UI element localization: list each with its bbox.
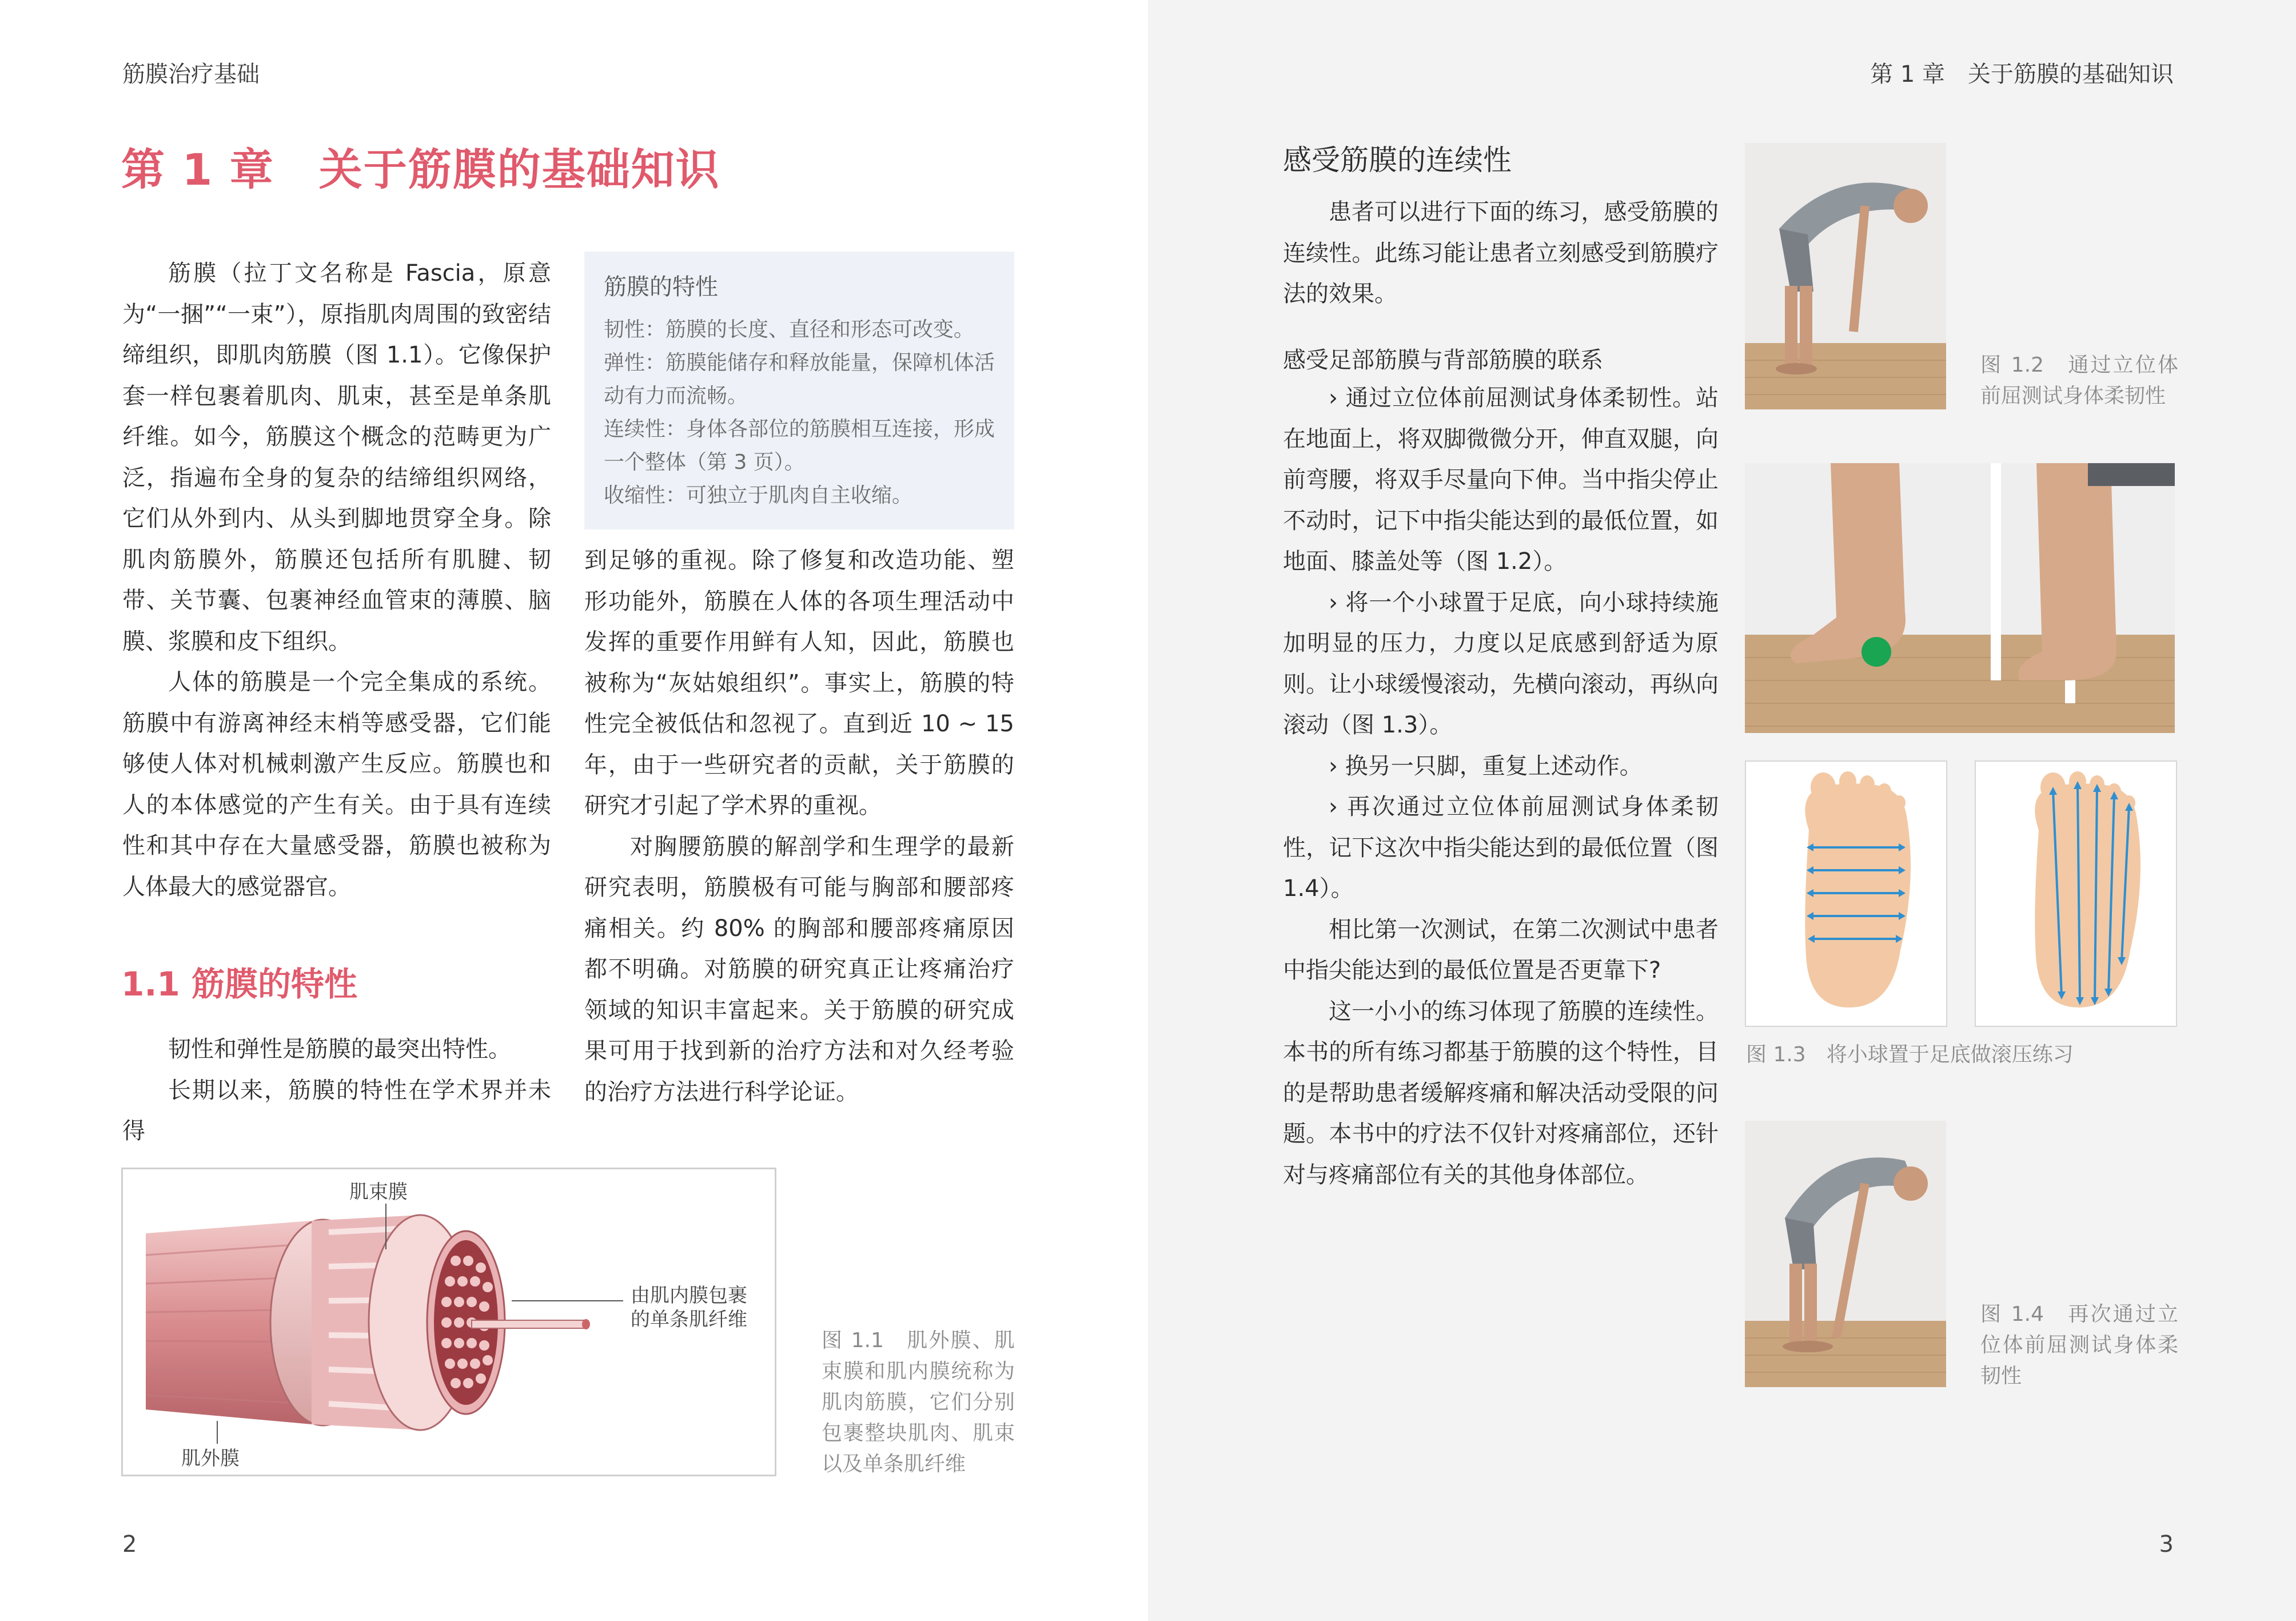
intro-text: [122, 253, 551, 907]
label-perimysium: 肌束膜: [349, 1181, 408, 1204]
sidebar-line: 连续性：身体各部位的筋膜相互连接，形成一个整体（第 3 页）。: [604, 417, 995, 474]
paragraph: 这一小小的练习体现了筋膜的连续性。本书的所有练习都基于筋膜的这个特性，目的是帮助患者缓解疼痛和解决活动受限的问题。本书中的疗法不仅针对疼痛部位，还针对与疼痛部位有关的其他身体部位。: [1283, 998, 1719, 1188]
foot-diagram-transverse: [1745, 760, 1947, 1027]
page-number: 3: [2159, 1531, 2174, 1558]
paragraph: 对胸腰筋膜的解剖学和生理学的最新研究表明，筋膜极有可能与胸部和腰部疼痛相关。约 80% 的胸部和腰部疼痛原因都不明确。对筋膜的研究真正让疼痛治疗领域的知识丰富起来。关于筋膜的研究成果可用于找到新的治疗方法和对久经考验的治疗方法进行科学论证。: [584, 833, 1014, 1105]
photo-forward-bend-1: [1745, 143, 1946, 409]
intro-text: [1283, 192, 1719, 315]
paragraph: 相比第一次测试，在第二次测试中患者中指尖能达到的最低位置是否更靠下?: [1283, 916, 1719, 983]
sidebar-list: [604, 313, 996, 512]
figure-1-1-caption: 图 1.1 肌外膜、肌束膜和肌内膜统称为肌肉筋膜，它们分别包裹整块肌肉、肌束以及单条肌纤维: [822, 1329, 1015, 1476]
section-text: [122, 1029, 551, 1152]
step-item: › 换另一只脚，重复上述动作。: [1329, 752, 1643, 779]
properties-sidebar: [584, 252, 1014, 529]
paragraph: 人体的筋膜是一个完全集成的系统。筋膜中有游离神经末梢等感受器，它们能够使人体对机械刺激产生反应。筋膜也和人的本体感觉的产生有关。由于具有连续性和其中存在大量感受器，筋膜也被称为人体最大的感觉器官。: [122, 669, 551, 900]
paragraph: 筋膜（拉丁文名称是 Fascia，原意为“一捆”“一束”），原指肌肉周围的致密结缔组织，即肌肉筋膜（图 1.1）。它像保护套一样包裹着肌肉、肌束，甚至是单条肌纤维。如今，筋膜这个概念的范畴更为广泛，指遍布全身的复杂的结缔组织网络，它们从外到内、从头到脚地贯穿全身。除肌肉筋膜外，筋膜还包括所有肌腱、韧带、关节囊、包裹神经血管束的薄膜、脑膜、浆膜和皮下组织。: [122, 260, 551, 655]
running-head: 筋膜治疗基础: [122, 61, 260, 87]
column-2-text: [584, 540, 1014, 1113]
step-item: › 再次通过立位体前屈测试身体柔韧性，记下这次中指尖能达到的最低位置（图 1.4）。: [1283, 794, 1719, 902]
paragraph: 长期以来，筋膜的特性在学术界并未得: [122, 1077, 551, 1144]
sidebar-line: 韧性：筋膜的长度、直径和形态可改变。: [604, 318, 975, 341]
figure-1-2-caption: 图 1.2 通过立位体前屈测试身体柔韧性: [1980, 353, 2178, 408]
step-item: › 将一个小球置于足底，向小球持续施加明显的压力，力度以足底感到舒适为原则。让小球缓慢滚动，先横向滚动，再纵向滚动（图 1.3）。: [1283, 589, 1719, 738]
page-number: 2: [122, 1531, 137, 1558]
sub-heading: 感受足部筋膜与背部筋膜的联系: [1283, 347, 1603, 373]
muscle-illustration: [121, 1168, 776, 1476]
photo-forward-bend-2: [1745, 1121, 1946, 1387]
section-heading: 1.1 筋膜的特性: [121, 965, 357, 1003]
section-heading: 感受筋膜的连续性: [1283, 144, 1512, 177]
label-epimysium: 肌外膜: [181, 1447, 240, 1470]
paragraph: 韧性和弹性是筋膜的最突出特性。: [168, 1036, 511, 1062]
step-item: › 通过立位体前屈测试身体柔韧性。站在地面上，将双脚微微分开，伸直双腿，向前弯腰，将双手尽量向下伸。当中指尖停止不动时，记下中指尖能达到的最低位置，如地面、膝盖处等（图 1.2）。: [1283, 385, 1719, 575]
paragraph: 患者可以进行下面的练习，感受筋膜的连续性。此练习能让患者立刻感受到筋膜疗法的效果。: [1283, 199, 1719, 307]
right-page: [1148, 0, 2296, 1621]
sidebar-line: 收缩性：可独立于肌肉自主收缩。: [604, 484, 913, 507]
foot-diagram-longitudinal: [1975, 760, 2177, 1027]
paragraph: 到足够的重视。除了修复和改造功能、塑形功能外，筋膜在人体的各项生理活动中发挥的重要作用鲜有人知，因此，筋膜也被称为“灰姑娘组织”。事实上，筋膜的特性完全被低估和忽视了。直到近 10 ~ 15 年，由于一些研究者的贡献，关于筋膜的研究才引起了学术界的重视。: [584, 547, 1014, 819]
sidebar-line: 弹性：筋膜能储存和释放能量，保障机体活动有力而流畅。: [604, 351, 995, 408]
exercise-steps: [1283, 378, 1719, 1196]
figure-1-4-caption: 图 1.4 再次通过立位体前屈测试身体柔韧性: [1980, 1303, 2178, 1388]
sidebar-title: 筋膜的特性: [604, 274, 718, 300]
chapter-title: 第 1 章 关于筋膜的基础知识: [121, 144, 720, 195]
running-head: 第 1 章 关于筋膜的基础知识: [1870, 61, 2174, 87]
photo-foot-ball-rolling: [1745, 463, 2175, 733]
figure-1-3-caption: 图 1.3 将小球置于足底做滚压练习: [1746, 1043, 2074, 1066]
label-endomysium: 由肌内膜包裹的单条肌纤维: [631, 1284, 747, 1331]
